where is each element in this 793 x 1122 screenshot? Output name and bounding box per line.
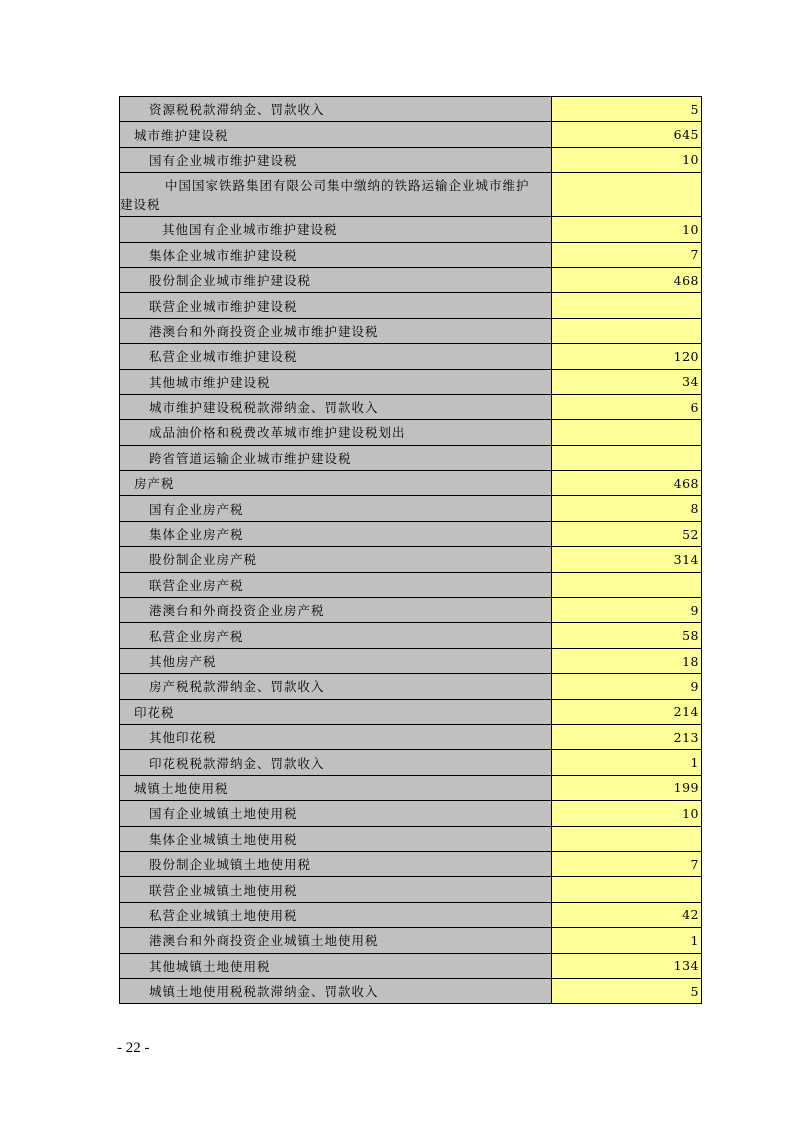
item-value-cell: 7 (552, 851, 702, 876)
item-value-cell: 18 (552, 648, 702, 673)
table-row (120, 344, 702, 369)
item-name-cell: 房产税 (120, 471, 552, 496)
table-row (120, 826, 702, 851)
table-row (120, 928, 702, 953)
item-name-cell: 港澳台和外商投资企业房产税 (120, 598, 552, 623)
item-value-cell (552, 445, 702, 470)
item-value-cell: 6 (552, 394, 702, 419)
table-row (120, 267, 702, 292)
revenue-table (119, 96, 702, 1004)
table-row (120, 496, 702, 521)
item-name-cell: 房产税税款滞纳金、罚款收入 (120, 674, 552, 699)
item-value-cell: 8 (552, 496, 702, 521)
item-value-cell (552, 293, 702, 318)
item-name-cell: 港澳台和外商投资企业城市维护建设税 (120, 318, 552, 343)
table-row (120, 521, 702, 546)
item-name-cell: 其他国有企业城市维护建设税 (120, 217, 552, 242)
item-value-cell: 10 (552, 217, 702, 242)
table-row (120, 699, 702, 724)
table-row (120, 623, 702, 648)
item-name-cell: 其他印花税 (120, 724, 552, 749)
table-row (120, 122, 702, 147)
item-name-cell: 集体企业房产税 (120, 521, 552, 546)
item-value-cell: 199 (552, 775, 702, 800)
table-row (120, 953, 702, 978)
table-row (120, 877, 702, 902)
item-name-cell: 其他城镇土地使用税 (120, 953, 552, 978)
table-row (120, 598, 702, 623)
item-name-cell: 私营企业房产税 (120, 623, 552, 648)
item-name-cell: 私营企业城镇土地使用税 (120, 902, 552, 927)
item-value-cell: 314 (552, 547, 702, 572)
item-value-cell: 9 (552, 674, 702, 699)
item-value-cell: 58 (552, 623, 702, 648)
item-value-cell: 7 (552, 242, 702, 267)
item-value-cell: 5 (552, 97, 702, 122)
item-value-cell: 34 (552, 369, 702, 394)
item-name-cell: 城市维护建设税 (120, 122, 552, 147)
table-row (120, 471, 702, 496)
item-value-cell: 213 (552, 724, 702, 749)
item-name-cell: 国有企业城镇土地使用税 (120, 801, 552, 826)
table-row (120, 369, 702, 394)
table-row (120, 242, 702, 267)
item-value-cell: 214 (552, 699, 702, 724)
item-name-cell: 其他房产税 (120, 648, 552, 673)
item-name-cell: 印花税税款滞纳金、罚款收入 (120, 750, 552, 775)
item-value-cell: 10 (552, 147, 702, 172)
table-row (120, 217, 702, 242)
item-name-cell: 私营企业城市维护建设税 (120, 344, 552, 369)
item-value-cell: 52 (552, 521, 702, 546)
item-value-cell (552, 173, 702, 217)
item-value-cell (552, 572, 702, 597)
item-value-cell: 1 (552, 928, 702, 953)
item-value-cell: 468 (552, 267, 702, 292)
table-row (120, 394, 702, 419)
table-row (120, 318, 702, 343)
page-number: - 22 - (117, 1040, 150, 1056)
item-value-cell (552, 318, 702, 343)
table-row (120, 445, 702, 470)
item-name-cell: 国有企业房产税 (120, 496, 552, 521)
item-name-cell: 股份制企业城镇土地使用税 (120, 851, 552, 876)
item-value-cell (552, 826, 702, 851)
table-row (120, 902, 702, 927)
item-value-cell: 1 (552, 750, 702, 775)
table-row (120, 978, 702, 1003)
item-name-cell: 城市维护建设税税款滞纳金、罚款收入 (120, 394, 552, 419)
table-row (120, 775, 702, 800)
item-value-cell: 134 (552, 953, 702, 978)
item-name-cell: 国有企业城市维护建设税 (120, 147, 552, 172)
table-row (120, 851, 702, 876)
item-name-cell: 中国国家铁路集团有限公司集中缴纳的铁路运输企业城市维护建设税 (120, 173, 552, 217)
item-name-cell: 集体企业城市维护建设税 (120, 242, 552, 267)
item-name-cell: 联营企业城镇土地使用税 (120, 877, 552, 902)
item-value-cell: 468 (552, 471, 702, 496)
table-row (120, 147, 702, 172)
item-value-cell (552, 877, 702, 902)
item-name-cell: 港澳台和外商投资企业城镇土地使用税 (120, 928, 552, 953)
item-name-cell: 其他城市维护建设税 (120, 369, 552, 394)
table-row (120, 97, 702, 122)
table-row (120, 293, 702, 318)
item-value-cell: 10 (552, 801, 702, 826)
item-name-cell: 集体企业城镇土地使用税 (120, 826, 552, 851)
item-name-cell: 城镇土地使用税税款滞纳金、罚款收入 (120, 978, 552, 1003)
table-row (120, 724, 702, 749)
item-name-cell: 股份制企业房产税 (120, 547, 552, 572)
table-row (120, 420, 702, 445)
item-name-cell: 城镇土地使用税 (120, 775, 552, 800)
item-value-cell: 42 (552, 902, 702, 927)
item-value-cell: 645 (552, 122, 702, 147)
item-name-cell: 资源税税款滞纳金、罚款收入 (120, 97, 552, 122)
table-row (120, 173, 702, 217)
item-name-cell: 联营企业房产税 (120, 572, 552, 597)
revenue-table-body (120, 97, 702, 1004)
item-name-cell: 成品油价格和税费改革城市维护建设税划出 (120, 420, 552, 445)
table-row (120, 801, 702, 826)
table-row (120, 648, 702, 673)
table-row (120, 572, 702, 597)
item-value-cell (552, 420, 702, 445)
item-value-cell: 9 (552, 598, 702, 623)
item-name-cell: 印花税 (120, 699, 552, 724)
table-row (120, 547, 702, 572)
item-value-cell: 120 (552, 344, 702, 369)
item-value-cell: 5 (552, 978, 702, 1003)
table-row (120, 750, 702, 775)
item-name-cell: 跨省管道运输企业城市维护建设税 (120, 445, 552, 470)
item-name-cell: 联营企业城市维护建设税 (120, 293, 552, 318)
table-row (120, 674, 702, 699)
item-name-cell: 股份制企业城市维护建设税 (120, 267, 552, 292)
